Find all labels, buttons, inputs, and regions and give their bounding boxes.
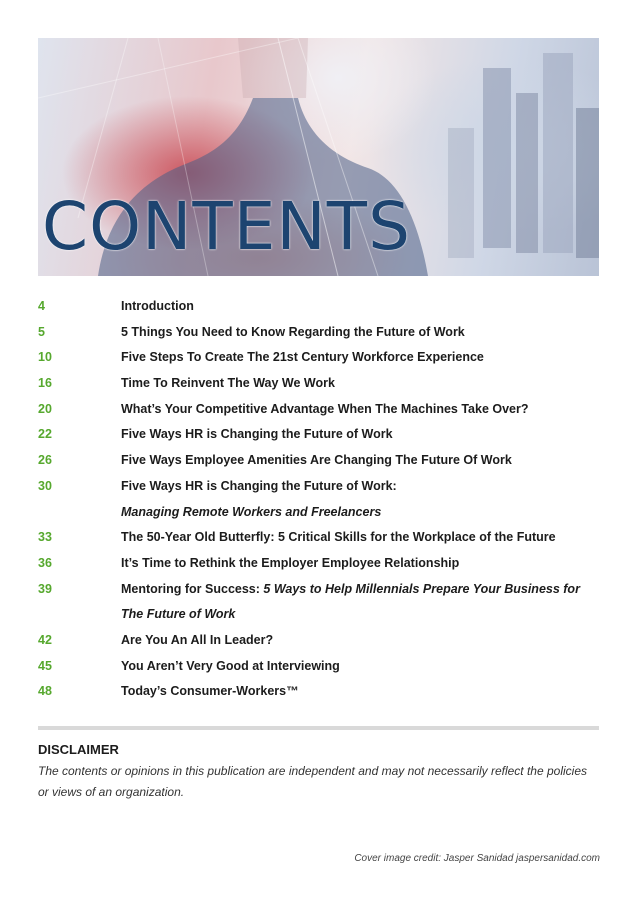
toc-entry[interactable] bbox=[38, 299, 598, 325]
toc-entry[interactable] bbox=[38, 556, 598, 582]
entry-title: Time To Reinvent The Way We Work bbox=[121, 376, 335, 391]
page-number: 4 bbox=[38, 299, 45, 313]
entry-title: Are You An All In Leader? bbox=[121, 632, 274, 647]
cover-image bbox=[38, 38, 599, 276]
toc-entry[interactable] bbox=[38, 479, 598, 530]
toc-entry[interactable] bbox=[38, 633, 598, 659]
entry-title-italic: 5 Ways to Help Millennials Prepare Your Business for bbox=[259, 581, 580, 596]
page-number: 20 bbox=[38, 401, 52, 416]
toc-entry[interactable] bbox=[38, 376, 598, 402]
entry-title: Five Steps To Create The 21st Century Workforce Experience bbox=[121, 350, 484, 365]
entry-title: Introduction bbox=[121, 299, 194, 313]
entry-title: Five Ways HR is Changing the Future of Work bbox=[121, 427, 393, 442]
page-number: 39 bbox=[38, 581, 52, 596]
disclaimer-text: The contents or opinions in this publication are independent and may not necessarily reflect the policies or views of an organization. bbox=[38, 764, 587, 799]
page-number: 48 bbox=[38, 684, 52, 699]
page-number: 16 bbox=[38, 376, 52, 391]
disclaimer-heading: DISCLAIMER bbox=[38, 742, 119, 757]
toc-entry[interactable] bbox=[38, 582, 598, 633]
page-number: 26 bbox=[38, 453, 52, 468]
page-number: 10 bbox=[38, 350, 52, 365]
page-number: 5 bbox=[38, 324, 45, 339]
toc-entry[interactable] bbox=[38, 530, 598, 556]
toc-entry[interactable] bbox=[38, 325, 598, 351]
page-number: 22 bbox=[38, 427, 52, 442]
entry-title: What’s Your Competitive Advantage When The Machines Take Over? bbox=[121, 401, 529, 416]
page-number: 42 bbox=[38, 632, 52, 647]
entry-subtitle: The Future of Work bbox=[121, 607, 236, 622]
toc-entry[interactable] bbox=[38, 453, 598, 479]
toc-entry[interactable] bbox=[38, 350, 598, 376]
entry-title-lead: Mentoring for Success: bbox=[121, 581, 260, 596]
entry-title: Five Ways HR is Changing the Future of Work: bbox=[121, 478, 397, 493]
entry-subtitle: Managing Remote Workers and Freelancers bbox=[121, 504, 382, 519]
entry-title: The 50-Year Old Butterfly: 5 Critical Skills for the Workplace of the Future bbox=[121, 530, 556, 545]
table-of-contents bbox=[38, 299, 598, 710]
page-number: 30 bbox=[38, 478, 52, 493]
toc-entry[interactable] bbox=[38, 659, 598, 685]
contents-heading: CONTENTS bbox=[42, 188, 412, 265]
entry-title: It’s Time to Rethink the Employer Employee Relationship bbox=[121, 555, 460, 570]
toc-entry[interactable] bbox=[38, 427, 598, 453]
section-divider bbox=[38, 726, 599, 730]
entry-title bbox=[121, 582, 598, 596]
entry-title: Today’s Consumer-Workers™ bbox=[121, 684, 299, 699]
entry-title: Five Ways Employee Amenities Are Changing The Future Of Work bbox=[121, 453, 512, 468]
page-number: 33 bbox=[38, 530, 52, 545]
image-credit: Cover image credit: Jasper Sanidad jaspersanidad.com bbox=[354, 853, 600, 864]
entry-title: 5 Things You Need to Know Regarding the Future of Work bbox=[121, 324, 465, 339]
toc-entry[interactable] bbox=[38, 402, 598, 428]
toc-entry[interactable] bbox=[38, 684, 598, 710]
entry-title: You Aren’t Very Good at Interviewing bbox=[121, 658, 340, 673]
page-number: 45 bbox=[38, 658, 52, 673]
page-number: 36 bbox=[38, 555, 52, 570]
